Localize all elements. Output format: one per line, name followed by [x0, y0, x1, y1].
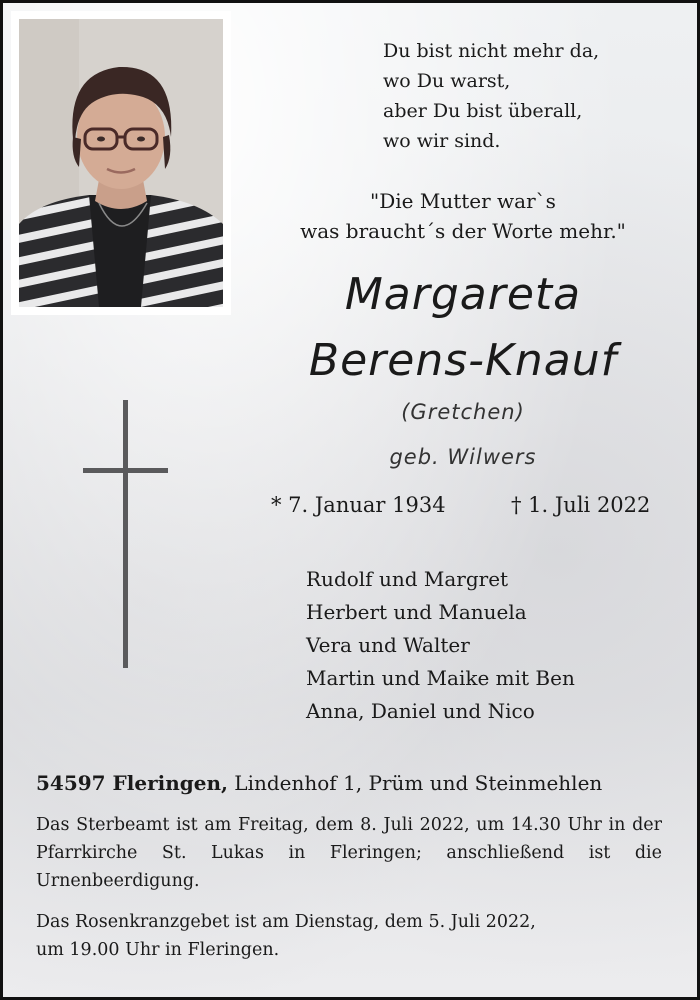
address-place: 54597 Fleringen, [36, 771, 228, 795]
poem-line: aber Du bist überall, [383, 100, 583, 122]
mourner-entry: Anna, Daniel und Nico [306, 699, 535, 723]
memorial-poem [383, 36, 599, 156]
deceased-first-name: Margareta [344, 269, 582, 320]
death-date: † 1. Juli 2022 [511, 493, 651, 517]
poem-line: Du bist nicht mehr da, [383, 40, 600, 62]
memorial-quote [233, 186, 693, 246]
mourners-list [306, 563, 575, 728]
deceased-last-name: Berens-Knauf [308, 335, 618, 386]
mourner-entry: Martin und Maike mit Ben [306, 666, 575, 690]
family-address [36, 768, 602, 798]
mourner-entry: Herbert und Manuela [306, 600, 527, 624]
address-rest: Lindenhof 1, Prüm und Steinmehlen [227, 771, 603, 795]
rosary-line: Das Rosenkranzgebet ist am Dienstag, dem 5. Juli 2022, [36, 912, 536, 932]
poem-line: wo Du warst, [383, 70, 511, 92]
rosary-line: um 19.00 Uhr in Fleringen. [36, 940, 280, 960]
rosary-info [36, 908, 662, 964]
deceased-maiden-name: geb. Wilwers [389, 445, 537, 469]
portrait-frame [11, 11, 231, 315]
portrait-illustration [19, 19, 223, 307]
cross-icon-bar [83, 468, 168, 473]
requiem-info: Das Sterbeamt ist am Freitag, dem 8. Juli 2022, um 14.30 Uhr in der Pfarrkirche St. Lukas in Fleringen; anschließend ist die Urnenbeerdigung. [36, 815, 662, 891]
portrait-photo [19, 19, 223, 307]
birth-date: * 7. Januar 1934 [271, 493, 446, 517]
quote-line: was braucht´s der Worte mehr." [300, 219, 626, 243]
deceased-nickname: (Gretchen) [401, 400, 525, 424]
poem-line: wo wir sind. [383, 130, 501, 152]
quote-line: "Die Mutter war`s [370, 189, 556, 213]
mourner-entry: Vera und Walter [306, 633, 470, 657]
mourner-entry: Rudolf und Margret [306, 567, 509, 591]
cross-icon [123, 400, 128, 668]
